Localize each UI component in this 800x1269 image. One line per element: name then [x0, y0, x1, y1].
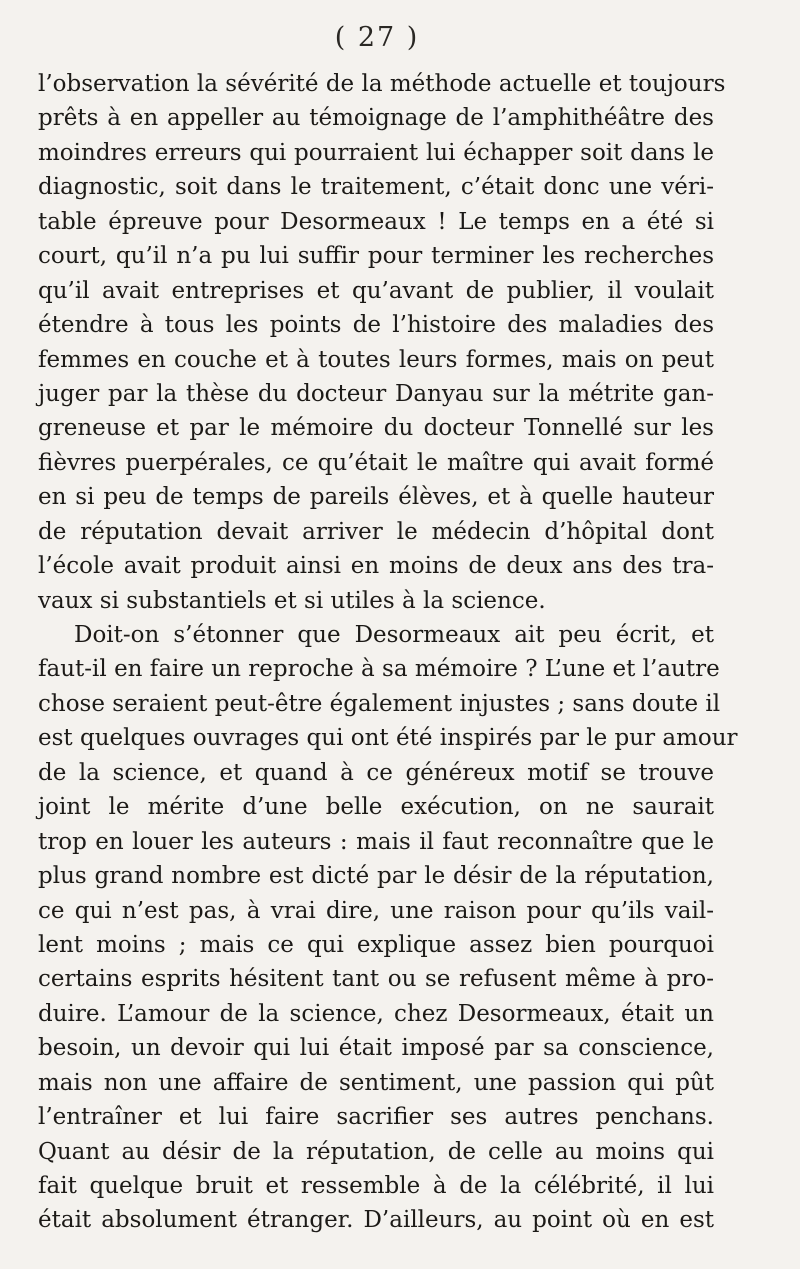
text-line: joint le mérite d’une belle exécution, on ne saurait	[38, 794, 714, 821]
text-line: duire. L’amour de la science, chez Desormeaux, était un	[38, 1000, 714, 1027]
text-line: certains esprits hésitent tant ou se refusent même à pro-	[38, 966, 714, 993]
body-text	[38, 67, 738, 1238]
text-line: greneuse et par le mémoire du docteur Tonnellé sur les	[38, 415, 714, 442]
text-line: l’observation la sévérité de la méthode actuelle et toujours	[38, 71, 726, 97]
text-line: ce qui n’est pas, à vrai dire, une raison pour qu’ils vail-	[38, 897, 714, 924]
text-line: de réputation devait arriver le médecin d’hôpital dont	[38, 518, 714, 545]
page-number: ( 27 )	[334, 22, 420, 53]
text-line: fièvres puerpérales, ce qu’était le maître qui avait formé	[38, 449, 714, 476]
text-line: était absolument étranger. D’ailleurs, au point où en est	[38, 1207, 714, 1234]
text-line: besoin, un devoir qui lui était imposé par sa conscience,	[38, 1035, 714, 1062]
text-line: de la science, et quand à ce généreux motif se trouve	[38, 759, 714, 786]
text-line: plus grand nombre est dicté par le désir de la réputation,	[38, 863, 714, 890]
text-line: est quelques ouvrages qui ont été inspirés par le pur amour	[38, 725, 738, 752]
text-line: qu’il avait entreprises et qu’avant de publier, il voulait	[38, 277, 714, 304]
text-line: lent moins ; mais ce qui explique assez bien pourquoi	[38, 931, 714, 958]
text-line: table épreuve pour Desormeaux ! Le temps en a été si	[38, 208, 714, 235]
text-line: Quant au désir de la réputation, de celle au moins qui	[38, 1138, 714, 1165]
text-line: chose seraient peut-être également injustes ; sans doute il	[38, 690, 721, 717]
text-line: l’école avait produit ainsi en moins de deux ans des tra-	[38, 553, 714, 580]
text-line: faut-il en faire un reproche à sa mémoire ? L’une et l’autre	[38, 656, 720, 683]
text-line: fait quelque bruit et ressemble à de la célébrité, il lui	[38, 1173, 714, 1199]
text-line: diagnostic, soit dans le traitement, c’était donc une véri-	[38, 174, 714, 201]
text-line: prêts à en appeller au témoignage de l’amphithéâtre des	[38, 105, 714, 132]
text-line: femmes en couche et à toutes leurs formes, mais on peut	[38, 346, 714, 373]
text-line: vaux si substantiels et si utiles à la science.	[38, 587, 546, 614]
text-line: moindres erreurs qui pourraient lui échapper soit dans le	[38, 139, 714, 166]
text-line: l’entraîner et lui faire sacrifier ses autres penchans.	[38, 1104, 714, 1131]
text-line: étendre à tous les points de l’histoire des maladies des	[38, 312, 714, 339]
text-line: court, qu’il n’a pu lui suffir pour terminer les recherches	[38, 243, 714, 270]
text-line: mais non une affaire de sentiment, une passion qui pût	[38, 1069, 714, 1096]
text-line: trop en louer les auteurs : mais il faut reconnaître que le	[38, 828, 714, 855]
text-line: juger par la thèse du docteur Danyau sur la métrite gan-	[38, 380, 714, 407]
text-line: Doit-on s’étonner que Desormeaux ait peu écrit, et	[74, 622, 714, 648]
text-line: en si peu de temps de pareils élèves, et à quelle hauteur	[38, 484, 714, 511]
